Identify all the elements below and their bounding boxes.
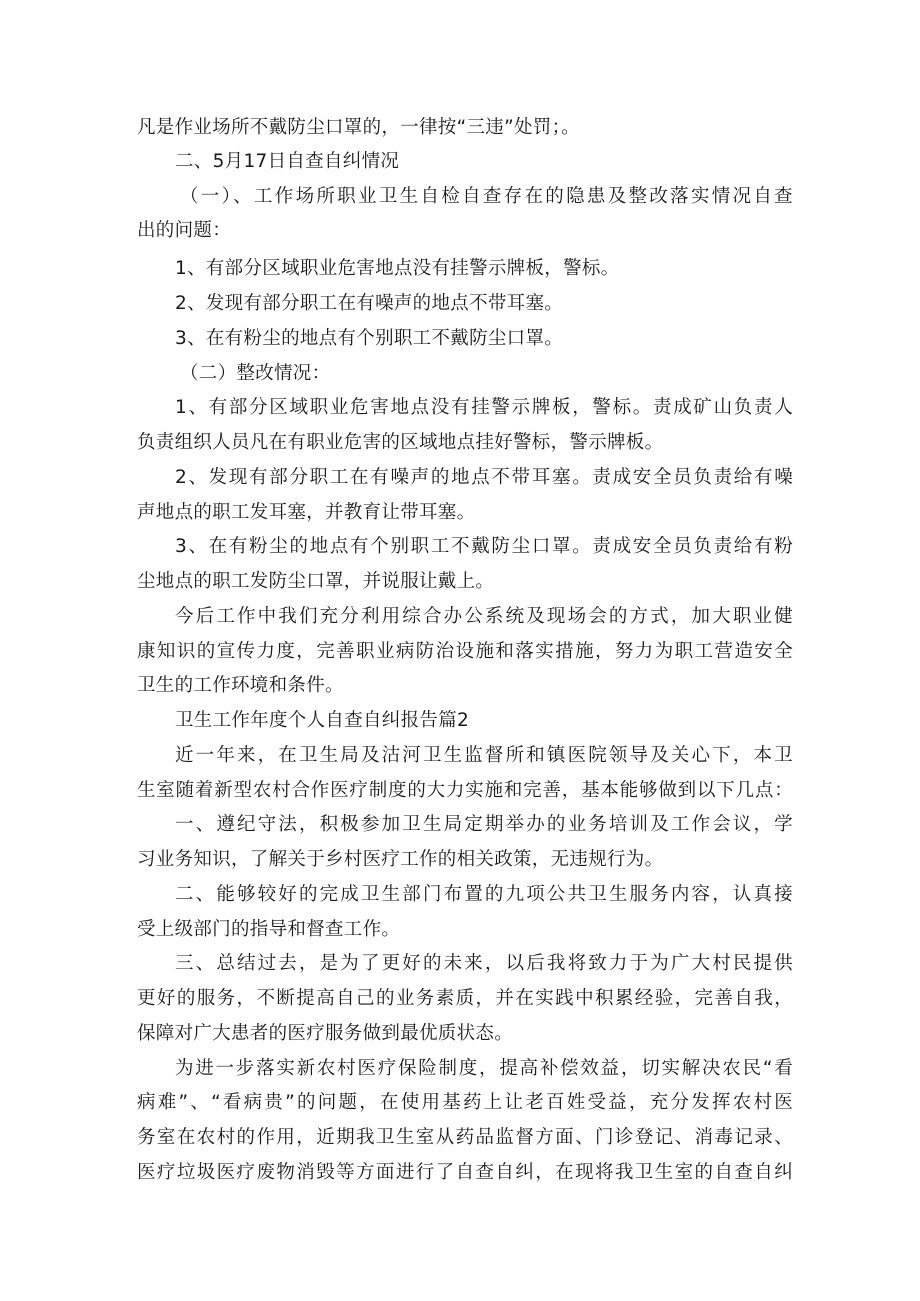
text-line: 声地点的职工发耳塞，并教育让带耳塞。 (137, 502, 476, 523)
text-line: 保障对广大患者的医疗服务做到最优质状态。 (137, 1023, 514, 1044)
list-item: 二、能够较好的完成卫生部门布置的九项公共卫生服务内容，认真接 (175, 884, 793, 905)
list-item: 1、有部分区域职业危害地点没有挂警示牌板，警标。 (175, 258, 620, 279)
list-item: 2、发现有部分职工在有噪声的地点不带耳塞。责成安全员负责给有噪 (175, 467, 793, 488)
subsection-heading: （二）整改情况： (180, 363, 331, 384)
report-title: 卫生工作年度个人自查自纠报告篇2 (175, 710, 470, 731)
section-heading: 二、5月17日自查自纠情况 (175, 151, 400, 172)
text-line: 习业务知识，了解关于乡村医疗工作的相关政策，无违规行为。 (137, 849, 664, 870)
text-line: 受上级部门的指导和督查工作。 (137, 919, 401, 940)
text-line: 生室随着新型农村合作医疗制度的大力实施和完善，基本能够做到以下几点： (137, 780, 793, 801)
text-line: 更好的服务，不断提高自己的业务素质，并在实践中积累经验，完善自我， (137, 988, 793, 1009)
subsection-heading: （一）、工作场所职业卫生自检自查存在的隐患及整改落实情况自查 (180, 186, 793, 207)
list-item: 三、总结过去，是为了更好的未来，以后我将致力于为广大村民提供 (175, 953, 793, 974)
list-item: 2、发现有部分职工在有噪声的地点不带耳塞。 (175, 293, 564, 314)
text-line: 医疗垃圾医疗废物消毁等方面进行了自查自纠，在现将我卫生室的自查自纠 (137, 1162, 793, 1183)
list-item: 1、有部分区域职业危害地点没有挂警示牌板，警标。责成矿山负责人 (175, 397, 793, 418)
text-line: 凡是作业场所不戴防尘口罩的，一律按“三违”处罚；。 (137, 117, 580, 138)
list-item: 3、在有粉尘的地点有个别职工不戴防尘口罩。责成安全员负责给有粉 (175, 536, 793, 557)
text-line: 卫生的工作环境和条件。 (137, 675, 344, 696)
text-line: 尘地点的职工发防尘口罩，并说服让戴上。 (137, 571, 495, 592)
paragraph-line: 今后工作中我们充分利用综合办公系统及现场会的方式，加大职业健 (175, 606, 793, 627)
text-line: 康知识的宣传力度，完善职业病防治设施和落实措施，努力为职工营造安全 (137, 641, 793, 662)
text-line: 病难”、“看病贵”的问题，在使用基药上让老百姓受益，充分发挥农村医 (137, 1092, 793, 1113)
list-item: 3、在有粉尘的地点有个别职工不戴防尘口罩。 (175, 328, 564, 349)
text-line: 出的问题： (137, 220, 232, 241)
list-item: 一、遵纪守法，积极参加卫生局定期举办的业务培训及工作会议，学 (175, 814, 793, 835)
text-line: 负责组织人员凡在有职业危害的区域地点挂好警标，警示牌板。 (137, 432, 664, 453)
text-line: 务室在农村的作用，近期我卫生室从药品监督方面、门诊登记、消毒记录、 (137, 1127, 793, 1148)
paragraph-line: 近一年来，在卫生局及沽河卫生监督所和镇医院领导及关心下，本卫 (175, 745, 793, 766)
paragraph-line: 为进一步落实新农村医疗保险制度，提高补偿效益，切实解决农民“看 (175, 1058, 793, 1079)
